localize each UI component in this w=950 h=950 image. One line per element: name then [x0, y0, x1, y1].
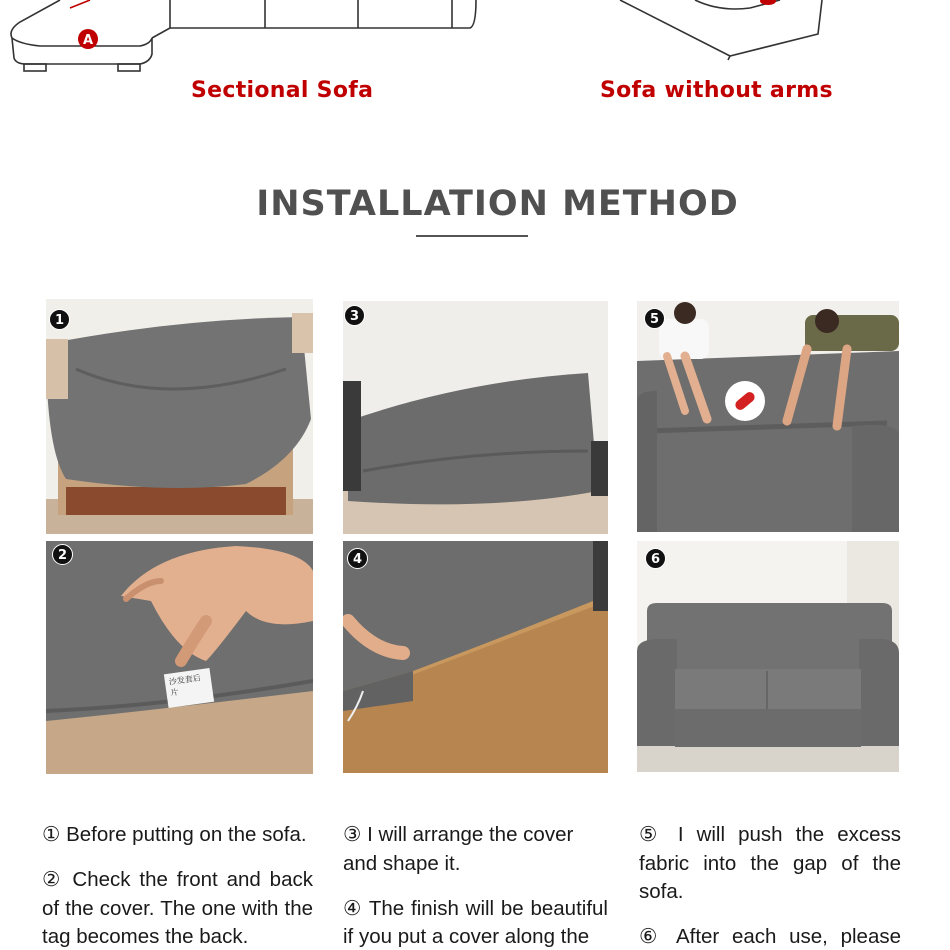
instruction-step-3: ③ I will arrange the cover and shape it. — [343, 823, 574, 875]
instruction-step-2: ② Check the front and back of the cover. The one with the tag becomes the back. — [42, 868, 313, 948]
instructions-column-3 — [639, 821, 901, 950]
sectional-sofa-label: Sectional Sofa — [191, 78, 374, 103]
title-underline — [416, 235, 528, 237]
step-3-photo — [343, 301, 608, 534]
step-3-badge: 3 — [344, 305, 365, 326]
instruction-step-1: ① Before putting on the sofa. — [42, 823, 307, 846]
armless-sofa-sketch — [600, 0, 840, 62]
step-4-badge: 4 — [347, 548, 368, 569]
step-1-badge: 1 — [49, 309, 70, 330]
instruction-step-5: ⑤ I will push the excess fabric into the gap of the sofa. — [639, 823, 901, 903]
step-2-photo — [46, 541, 313, 774]
instruction-step-4: ④ The finish will be beautiful if you put a cover along the — [343, 896, 608, 948]
instructions-column-1 — [42, 821, 313, 950]
cover-back-tag: 沙发套后片 — [164, 668, 214, 708]
step-5-badge: 5 — [644, 308, 665, 329]
step-4-photo — [343, 541, 608, 773]
step-5-photo — [637, 301, 899, 532]
step-6-badge: 6 — [645, 548, 666, 569]
marker-a-letter: A — [82, 33, 94, 48]
instruction-step-6: ⑥ After each use, please — [639, 925, 901, 948]
step-2-badge: 2 — [52, 544, 73, 565]
step-6-photo — [637, 541, 899, 772]
step-1-photo — [46, 299, 313, 534]
installation-method-title: INSTALLATION METHOD — [256, 184, 739, 224]
instructions-column-2 — [343, 821, 608, 950]
sofa-without-arms-label: Sofa without arms — [600, 78, 833, 103]
sectional-sofa-sketch — [0, 0, 490, 80]
